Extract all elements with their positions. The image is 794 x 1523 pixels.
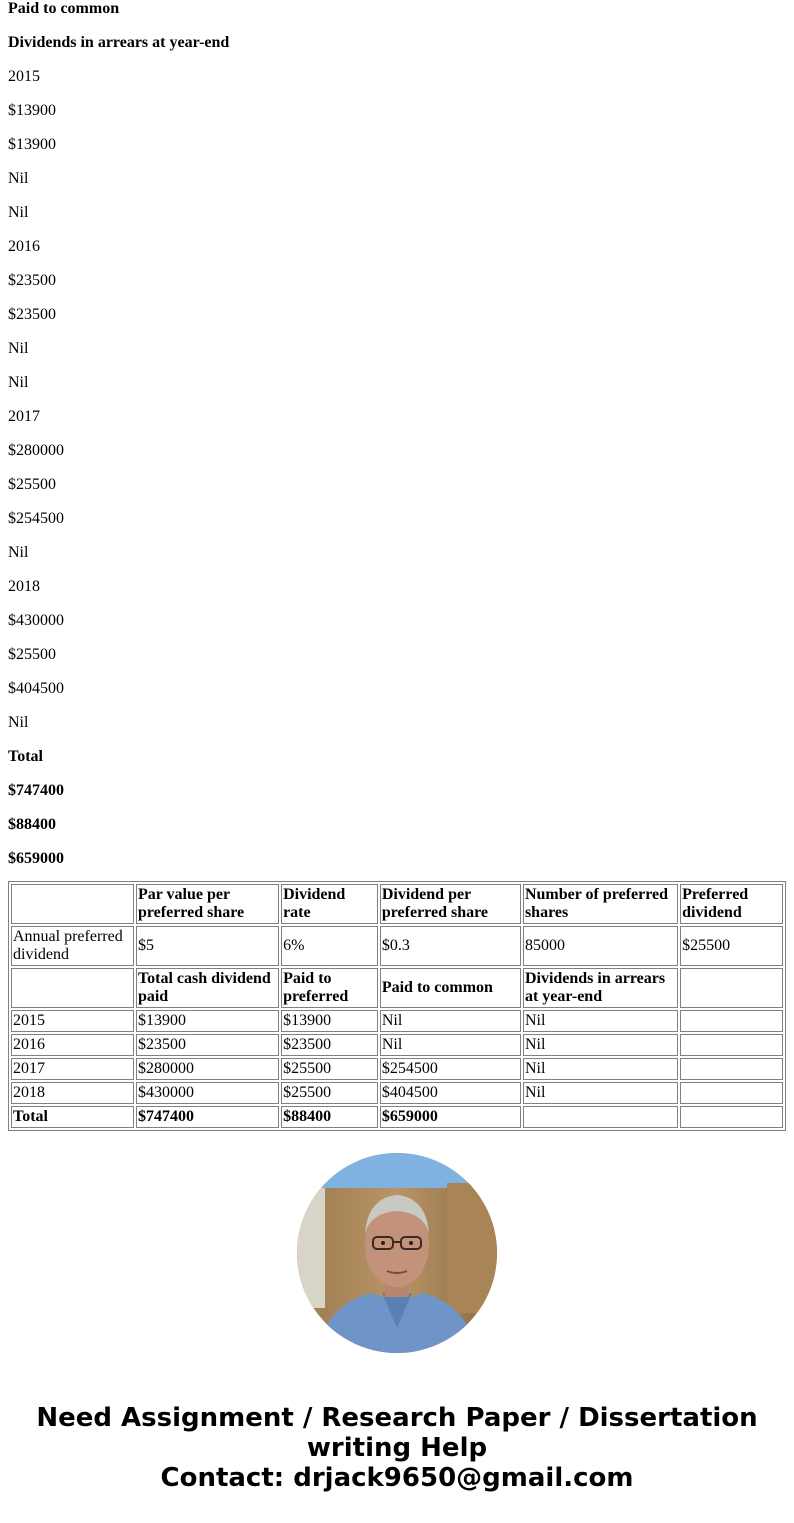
table-header-cell: Number of preferred shares <box>523 884 678 924</box>
line: 2017 <box>8 408 40 425</box>
table-cell: 85000 <box>523 926 678 966</box>
table-cell: $23500 <box>281 1034 378 1056</box>
promo-banner <box>0 1403 794 1493</box>
table-cell: $280000 <box>136 1058 279 1080</box>
table-cell <box>680 1106 783 1128</box>
table-cell: $0.3 <box>380 926 521 966</box>
line: $404500 <box>8 680 64 697</box>
table-cell: 2015 <box>11 1010 134 1032</box>
promo-contact: Contact: drjack9650@gmail.com <box>160 1463 634 1493</box>
table-cell: $25500 <box>281 1082 378 1104</box>
table-cell: $254500 <box>380 1058 521 1080</box>
table-cell <box>11 968 134 1008</box>
table-cell: 2016 <box>11 1034 134 1056</box>
table-cell <box>680 1010 783 1032</box>
table-cell: $88400 <box>281 1106 378 1128</box>
table-cell: $747400 <box>136 1106 279 1128</box>
table-header-cell: Dividend per preferred share <box>380 884 521 924</box>
line: Total <box>8 748 43 765</box>
line: $254500 <box>8 510 64 527</box>
table-header-cell: Dividends in arrears at year-end <box>523 968 678 1008</box>
table-cell <box>11 884 134 924</box>
table-cell: Nil <box>523 1082 678 1104</box>
table-cell <box>680 968 783 1008</box>
line: $747400 <box>8 782 64 799</box>
table-cell: 2017 <box>11 1058 134 1080</box>
table-row <box>11 1082 783 1104</box>
table-cell <box>680 1034 783 1056</box>
table-cell: 6% <box>281 926 378 966</box>
line: 2016 <box>8 238 40 255</box>
table-cell: $404500 <box>380 1082 521 1104</box>
table-cell: $25500 <box>680 926 783 966</box>
table-cell: Nil <box>523 1058 678 1080</box>
line: Nil <box>8 544 29 561</box>
table-cell: Annual preferred dividend <box>11 926 134 966</box>
table-header-cell: Paid to common <box>380 968 521 1008</box>
table-header-cell: Total cash dividend paid <box>136 968 279 1008</box>
table-header-cell: Preferred dividend <box>680 884 783 924</box>
table-cell: $23500 <box>136 1034 279 1056</box>
line: Nil <box>8 714 29 731</box>
line: $25500 <box>8 476 56 493</box>
table-cell: $13900 <box>136 1010 279 1032</box>
line: Nil <box>8 374 29 391</box>
promo-line: Need Assignment / Research Paper / Dissertation <box>36 1403 758 1433</box>
promo-line: writing Help <box>306 1433 488 1463</box>
table-cell: 2018 <box>11 1082 134 1104</box>
table-header-cell: Par value per preferred share <box>136 884 279 924</box>
table-header-row <box>11 884 783 924</box>
table-header-cell: Dividend rate <box>281 884 378 924</box>
line: $25500 <box>8 646 56 663</box>
line: Dividends in arrears at year-end <box>8 34 230 51</box>
line: $280000 <box>8 442 64 459</box>
table-cell <box>680 1082 783 1104</box>
table-row <box>11 926 783 966</box>
avatar-image <box>297 1153 497 1353</box>
table-cell: Nil <box>380 1034 521 1056</box>
table-cell: Nil <box>380 1010 521 1032</box>
table-total-row <box>11 1106 783 1128</box>
table-cell: $13900 <box>281 1010 378 1032</box>
table-row <box>11 1058 783 1080</box>
line: 2018 <box>8 578 40 595</box>
line: $659000 <box>8 850 64 867</box>
line: $430000 <box>8 612 64 629</box>
table-cell: $430000 <box>136 1082 279 1104</box>
line: Nil <box>8 340 29 357</box>
line: Nil <box>8 170 29 187</box>
line: $23500 <box>8 272 56 289</box>
line: $88400 <box>8 816 56 833</box>
dividend-table <box>8 881 786 1131</box>
avatar <box>297 1153 497 1353</box>
table-row <box>11 1010 783 1032</box>
table-cell: Nil <box>523 1010 678 1032</box>
table-row <box>11 1034 783 1056</box>
table-cell: $5 <box>136 926 279 966</box>
table-header-cell: Paid to preferred <box>281 968 378 1008</box>
line: $23500 <box>8 306 56 323</box>
table-cell: $25500 <box>281 1058 378 1080</box>
line: Paid to common <box>8 0 120 17</box>
line: Nil <box>8 204 29 221</box>
table-cell: Nil <box>523 1034 678 1056</box>
line: $13900 <box>8 102 56 119</box>
line: $13900 <box>8 136 56 153</box>
table-header-row <box>11 968 783 1008</box>
table-cell <box>523 1106 678 1128</box>
table-cell: Total <box>11 1106 134 1128</box>
line: 2015 <box>8 68 40 85</box>
table-cell: $659000 <box>380 1106 521 1128</box>
table-cell <box>680 1058 783 1080</box>
